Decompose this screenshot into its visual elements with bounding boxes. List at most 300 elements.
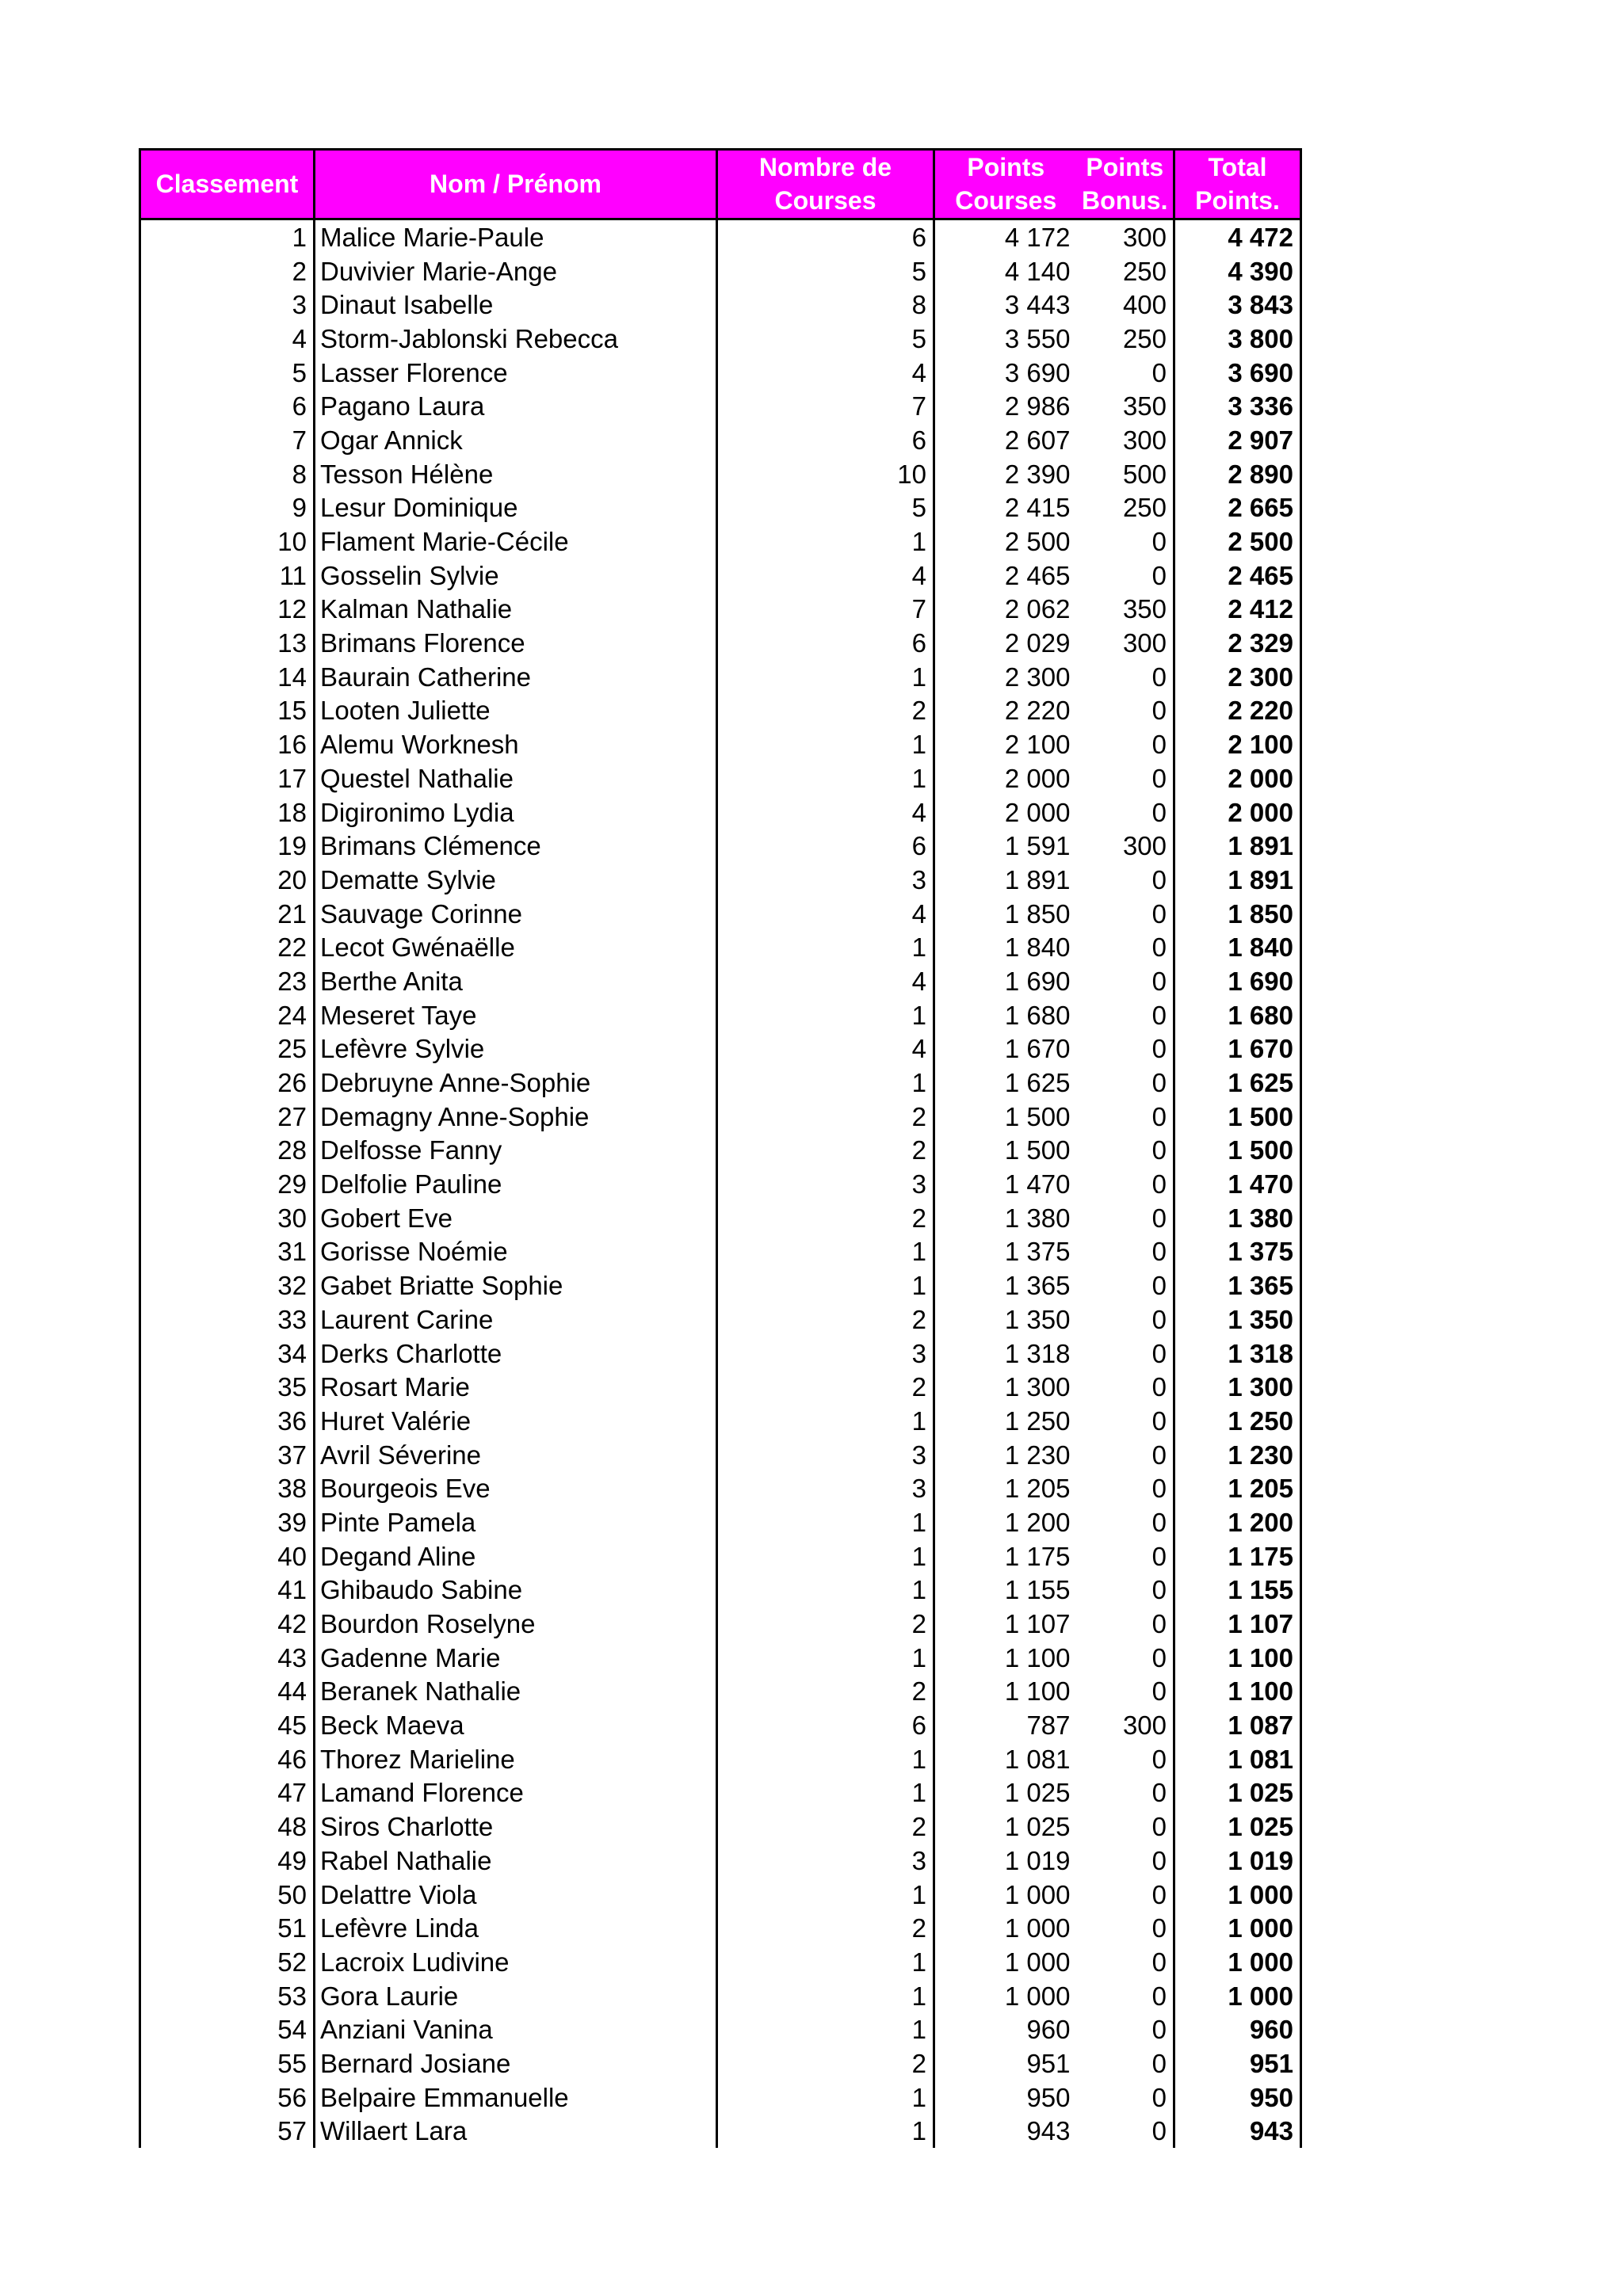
cell-points-bonus: 0 xyxy=(1077,1607,1174,1641)
cell-races: 2 xyxy=(717,1911,934,1945)
cell-name: Kalman Nathalie xyxy=(315,593,717,627)
cell-points-courses: 3 690 xyxy=(934,356,1077,390)
cell-name: Rabel Nathalie xyxy=(315,1844,717,1878)
cell-points-bonus: 0 xyxy=(1077,964,1174,998)
table-row xyxy=(140,930,1301,964)
cell-points-bonus: 0 xyxy=(1077,930,1174,964)
cell-name: Lefèvre Sylvie xyxy=(315,1032,717,1066)
cell-total: 2 000 xyxy=(1174,761,1301,795)
cell-points-bonus: 0 xyxy=(1077,1471,1174,1505)
table-row xyxy=(140,457,1301,491)
cell-points-bonus: 0 xyxy=(1077,1370,1174,1404)
cell-points-courses: 1 625 xyxy=(934,1066,1077,1100)
table-row xyxy=(140,1708,1301,1742)
cell-races: 3 xyxy=(717,1471,934,1505)
cell-total: 2 890 xyxy=(1174,457,1301,491)
table-row xyxy=(140,964,1301,998)
cell-points-courses: 1 591 xyxy=(934,829,1077,863)
table-row xyxy=(140,1844,1301,1878)
cell-races: 1 xyxy=(717,524,934,559)
cell-points-courses: 1 155 xyxy=(934,1573,1077,1608)
cell-rank: 37 xyxy=(140,1438,315,1472)
cell-total: 1 500 xyxy=(1174,1134,1301,1168)
cell-name: Dematte Sylvie xyxy=(315,863,717,897)
cell-points-courses: 1 690 xyxy=(934,964,1077,998)
cell-races: 2 xyxy=(717,1134,934,1168)
cell-name: Lecot Gwénaëlle xyxy=(315,930,717,964)
header-name: Nom / Prénom xyxy=(315,150,717,219)
cell-name: Lacroix Ludivine xyxy=(315,1945,717,1979)
cell-total: 1 230 xyxy=(1174,1438,1301,1472)
cell-points-bonus: 0 xyxy=(1077,2115,1174,2149)
table-row xyxy=(140,1573,1301,1608)
cell-rank: 13 xyxy=(140,626,315,660)
cell-races: 1 xyxy=(717,1878,934,1912)
cell-rank: 17 xyxy=(140,761,315,795)
cell-points-bonus: 0 xyxy=(1077,1641,1174,1675)
cell-races: 2 xyxy=(717,694,934,728)
cell-races: 1 xyxy=(717,1979,934,2013)
table-row xyxy=(140,559,1301,593)
cell-name: Flament Marie-Cécile xyxy=(315,524,717,559)
table-row xyxy=(140,389,1301,423)
cell-rank: 9 xyxy=(140,491,315,525)
cell-points-bonus: 0 xyxy=(1077,1302,1174,1337)
cell-points-courses: 1 081 xyxy=(934,1742,1077,1776)
cell-points-bonus: 0 xyxy=(1077,2046,1174,2081)
cell-name: Laurent Carine xyxy=(315,1302,717,1337)
cell-races: 10 xyxy=(717,457,934,491)
cell-races: 1 xyxy=(717,1945,934,1979)
cell-rank: 8 xyxy=(140,457,315,491)
table-row xyxy=(140,660,1301,694)
cell-points-bonus: 0 xyxy=(1077,2012,1174,2046)
cell-rank: 3 xyxy=(140,288,315,322)
cell-points-courses: 1 000 xyxy=(934,1878,1077,1912)
cell-total: 1 081 xyxy=(1174,1742,1301,1776)
cell-rank: 1 xyxy=(140,219,315,254)
table-row xyxy=(140,1201,1301,1235)
table-row xyxy=(140,1505,1301,1539)
cell-points-bonus: 0 xyxy=(1077,1573,1174,1608)
cell-points-courses: 1 365 xyxy=(934,1268,1077,1302)
cell-points-courses: 1 205 xyxy=(934,1471,1077,1505)
cell-points-bonus: 0 xyxy=(1077,1675,1174,1709)
cell-rank: 46 xyxy=(140,1742,315,1776)
cell-name: Meseret Taye xyxy=(315,998,717,1032)
cell-rank: 2 xyxy=(140,254,315,288)
table-row xyxy=(140,2012,1301,2046)
cell-points-bonus: 0 xyxy=(1077,1776,1174,1810)
table-row xyxy=(140,1337,1301,1371)
table-row xyxy=(140,1268,1301,1302)
cell-total: 1 690 xyxy=(1174,964,1301,998)
table-row xyxy=(140,1911,1301,1945)
cell-races: 3 xyxy=(717,863,934,897)
cell-points-courses: 1 000 xyxy=(934,1911,1077,1945)
cell-races: 1 xyxy=(717,2081,934,2115)
cell-total: 950 xyxy=(1174,2081,1301,2115)
cell-rank: 54 xyxy=(140,2012,315,2046)
cell-name: Avril Séverine xyxy=(315,1438,717,1472)
cell-points-courses: 2 607 xyxy=(934,423,1077,457)
cell-rank: 11 xyxy=(140,559,315,593)
cell-name: Duvivier Marie-Ange xyxy=(315,254,717,288)
cell-name: Alemu Worknesh xyxy=(315,727,717,761)
cell-name: Belpaire Emmanuelle xyxy=(315,2081,717,2115)
cell-name: Degand Aline xyxy=(315,1539,717,1573)
cell-points-bonus: 0 xyxy=(1077,1810,1174,1844)
table-row xyxy=(140,1066,1301,1100)
table-row xyxy=(140,863,1301,897)
cell-points-bonus: 350 xyxy=(1077,389,1174,423)
cell-total: 3 336 xyxy=(1174,389,1301,423)
cell-name: Gobert Eve xyxy=(315,1201,717,1235)
cell-rank: 36 xyxy=(140,1404,315,1438)
cell-rank: 42 xyxy=(140,1607,315,1641)
cell-points-bonus: 300 xyxy=(1077,219,1174,254)
table-row xyxy=(140,1167,1301,1201)
table-row xyxy=(140,1945,1301,1979)
cell-points-bonus: 0 xyxy=(1077,1878,1174,1912)
cell-points-courses: 1 250 xyxy=(934,1404,1077,1438)
cell-races: 1 xyxy=(717,1268,934,1302)
cell-races: 2 xyxy=(717,1810,934,1844)
cell-total: 1 000 xyxy=(1174,1911,1301,1945)
cell-rank: 25 xyxy=(140,1032,315,1066)
cell-points-bonus: 0 xyxy=(1077,727,1174,761)
cell-races: 1 xyxy=(717,1776,934,1810)
cell-name: Gadenne Marie xyxy=(315,1641,717,1675)
cell-points-bonus: 0 xyxy=(1077,660,1174,694)
cell-rank: 53 xyxy=(140,1979,315,2013)
cell-name: Malice Marie-Paule xyxy=(315,219,717,254)
cell-races: 4 xyxy=(717,897,934,931)
cell-rank: 21 xyxy=(140,897,315,931)
cell-rank: 29 xyxy=(140,1167,315,1201)
cell-name: Thorez Marieline xyxy=(315,1742,717,1776)
cell-name: Lesur Dominique xyxy=(315,491,717,525)
cell-name: Bourdon Roselyne xyxy=(315,1607,717,1641)
cell-total: 2 220 xyxy=(1174,694,1301,728)
cell-rank: 22 xyxy=(140,930,315,964)
table-row xyxy=(140,2115,1301,2149)
cell-points-bonus: 500 xyxy=(1077,457,1174,491)
cell-points-courses: 3 443 xyxy=(934,288,1077,322)
cell-rank: 7 xyxy=(140,423,315,457)
table-row xyxy=(140,1675,1301,1709)
cell-name: Bernard Josiane xyxy=(315,2046,717,2081)
cell-races: 1 xyxy=(717,1505,934,1539)
cell-points-bonus: 300 xyxy=(1077,626,1174,660)
cell-name: Digironimo Lydia xyxy=(315,795,717,830)
cell-races: 2 xyxy=(717,1370,934,1404)
cell-name: Lasser Florence xyxy=(315,356,717,390)
table-row xyxy=(140,897,1301,931)
cell-name: Ghibaudo Sabine xyxy=(315,1573,717,1608)
cell-points-courses: 1 380 xyxy=(934,1201,1077,1235)
table-row xyxy=(140,1979,1301,2013)
table-row xyxy=(140,1742,1301,1776)
cell-races: 1 xyxy=(717,761,934,795)
cell-rank: 49 xyxy=(140,1844,315,1878)
cell-rank: 48 xyxy=(140,1810,315,1844)
cell-total: 2 500 xyxy=(1174,524,1301,559)
cell-points-bonus: 0 xyxy=(1077,998,1174,1032)
cell-points-bonus: 0 xyxy=(1077,1100,1174,1134)
table-row xyxy=(140,795,1301,830)
cell-name: Beck Maeva xyxy=(315,1708,717,1742)
cell-points-courses: 4 172 xyxy=(934,219,1077,254)
cell-rank: 12 xyxy=(140,593,315,627)
cell-points-courses: 1 300 xyxy=(934,1370,1077,1404)
cell-races: 5 xyxy=(717,322,934,356)
table-row xyxy=(140,1776,1301,1810)
table-row xyxy=(140,491,1301,525)
cell-points-courses: 1 670 xyxy=(934,1032,1077,1066)
cell-rank: 5 xyxy=(140,356,315,390)
cell-points-courses: 943 xyxy=(934,2115,1077,2149)
cell-points-bonus: 400 xyxy=(1077,288,1174,322)
table-row xyxy=(140,1810,1301,1844)
table-row xyxy=(140,694,1301,728)
cell-points-courses: 1 175 xyxy=(934,1539,1077,1573)
cell-total: 2 000 xyxy=(1174,795,1301,830)
cell-races: 1 xyxy=(717,1742,934,1776)
cell-total: 1 380 xyxy=(1174,1201,1301,1235)
cell-points-courses: 950 xyxy=(934,2081,1077,2115)
cell-total: 1 000 xyxy=(1174,1878,1301,1912)
cell-points-bonus: 0 xyxy=(1077,1945,1174,1979)
cell-total: 3 843 xyxy=(1174,288,1301,322)
cell-total: 1 891 xyxy=(1174,829,1301,863)
cell-name: Sauvage Corinne xyxy=(315,897,717,931)
table-row xyxy=(140,423,1301,457)
cell-rank: 31 xyxy=(140,1235,315,1269)
cell-rank: 43 xyxy=(140,1641,315,1675)
table-row xyxy=(140,356,1301,390)
cell-name: Demagny Anne-Sophie xyxy=(315,1100,717,1134)
cell-races: 2 xyxy=(717,1675,934,1709)
cell-races: 3 xyxy=(717,1167,934,1201)
cell-points-bonus: 250 xyxy=(1077,491,1174,525)
cell-races: 1 xyxy=(717,660,934,694)
cell-rank: 33 xyxy=(140,1302,315,1337)
cell-rank: 51 xyxy=(140,1911,315,1945)
cell-points-courses: 1 100 xyxy=(934,1675,1077,1709)
cell-rank: 55 xyxy=(140,2046,315,2081)
cell-total: 3 800 xyxy=(1174,322,1301,356)
cell-points-courses: 2 500 xyxy=(934,524,1077,559)
cell-rank: 52 xyxy=(140,1945,315,1979)
cell-points-courses: 1 000 xyxy=(934,1979,1077,2013)
table-row xyxy=(140,1438,1301,1472)
cell-name: Rosart Marie xyxy=(315,1370,717,1404)
header-rank: Classement xyxy=(140,150,315,219)
cell-points-courses: 1 500 xyxy=(934,1134,1077,1168)
cell-rank: 57 xyxy=(140,2115,315,2149)
cell-total: 1 025 xyxy=(1174,1810,1301,1844)
cell-name: Willaert Lara xyxy=(315,2115,717,2149)
table-row xyxy=(140,1878,1301,1912)
cell-rank: 15 xyxy=(140,694,315,728)
cell-points-courses: 2 465 xyxy=(934,559,1077,593)
cell-races: 2 xyxy=(717,2046,934,2081)
cell-races: 6 xyxy=(717,423,934,457)
cell-total: 1 840 xyxy=(1174,930,1301,964)
table-row xyxy=(140,1032,1301,1066)
table-row xyxy=(140,254,1301,288)
cell-points-courses: 1 375 xyxy=(934,1235,1077,1269)
cell-rank: 45 xyxy=(140,1708,315,1742)
cell-name: Gosselin Sylvie xyxy=(315,559,717,593)
cell-points-bonus: 0 xyxy=(1077,1235,1174,1269)
cell-name: Brimans Florence xyxy=(315,626,717,660)
cell-races: 1 xyxy=(717,998,934,1032)
table-row xyxy=(140,1302,1301,1337)
cell-races: 1 xyxy=(717,1066,934,1100)
cell-points-courses: 1 840 xyxy=(934,930,1077,964)
cell-rank: 47 xyxy=(140,1776,315,1810)
cell-rank: 18 xyxy=(140,795,315,830)
cell-points-courses: 2 220 xyxy=(934,694,1077,728)
cell-races: 4 xyxy=(717,559,934,593)
cell-races: 6 xyxy=(717,626,934,660)
cell-points-courses: 1 025 xyxy=(934,1810,1077,1844)
cell-name: Berthe Anita xyxy=(315,964,717,998)
cell-points-bonus: 0 xyxy=(1077,1337,1174,1371)
cell-total: 1 470 xyxy=(1174,1167,1301,1201)
cell-total: 1 850 xyxy=(1174,897,1301,931)
cell-points-bonus: 0 xyxy=(1077,761,1174,795)
cell-rank: 23 xyxy=(140,964,315,998)
cell-name: Brimans Clémence xyxy=(315,829,717,863)
cell-races: 3 xyxy=(717,1844,934,1878)
cell-points-bonus: 250 xyxy=(1077,322,1174,356)
header-row xyxy=(140,150,1301,219)
cell-points-courses: 2 029 xyxy=(934,626,1077,660)
cell-total: 1 025 xyxy=(1174,1776,1301,1810)
cell-points-courses: 1 850 xyxy=(934,897,1077,931)
cell-points-courses: 2 000 xyxy=(934,795,1077,830)
cell-points-bonus: 0 xyxy=(1077,1201,1174,1235)
table-row xyxy=(140,1235,1301,1269)
cell-rank: 32 xyxy=(140,1268,315,1302)
cell-total: 951 xyxy=(1174,2046,1301,2081)
cell-points-bonus: 300 xyxy=(1077,829,1174,863)
cell-races: 7 xyxy=(717,389,934,423)
cell-points-courses: 2 100 xyxy=(934,727,1077,761)
cell-points-bonus: 0 xyxy=(1077,1167,1174,1201)
cell-name: Tesson Hélène xyxy=(315,457,717,491)
cell-total: 3 690 xyxy=(1174,356,1301,390)
cell-points-courses: 1 000 xyxy=(934,1945,1077,1979)
cell-rank: 26 xyxy=(140,1066,315,1100)
cell-points-courses: 3 550 xyxy=(934,322,1077,356)
cell-races: 1 xyxy=(717,2012,934,2046)
cell-rank: 35 xyxy=(140,1370,315,1404)
cell-total: 4 390 xyxy=(1174,254,1301,288)
table-row xyxy=(140,2081,1301,2115)
cell-races: 4 xyxy=(717,964,934,998)
table-row xyxy=(140,1370,1301,1404)
cell-total: 1 670 xyxy=(1174,1032,1301,1066)
cell-points-bonus: 0 xyxy=(1077,356,1174,390)
cell-races: 1 xyxy=(717,1539,934,1573)
cell-name: Delfosse Fanny xyxy=(315,1134,717,1168)
table-header xyxy=(140,150,1301,219)
cell-total: 1 500 xyxy=(1174,1100,1301,1134)
cell-total: 1 680 xyxy=(1174,998,1301,1032)
cell-name: Ogar Annick xyxy=(315,423,717,457)
cell-points-courses: 2 062 xyxy=(934,593,1077,627)
cell-name: Questel Nathalie xyxy=(315,761,717,795)
cell-points-courses: 2 986 xyxy=(934,389,1077,423)
table-row xyxy=(140,626,1301,660)
cell-races: 2 xyxy=(717,1607,934,1641)
cell-points-courses: 4 140 xyxy=(934,254,1077,288)
cell-total: 1 000 xyxy=(1174,1979,1301,2013)
cell-points-bonus: 0 xyxy=(1077,795,1174,830)
table-row xyxy=(140,288,1301,322)
cell-total: 1 375 xyxy=(1174,1235,1301,1269)
cell-points-bonus: 0 xyxy=(1077,1134,1174,1168)
cell-rank: 19 xyxy=(140,829,315,863)
cell-total: 2 412 xyxy=(1174,593,1301,627)
cell-points-bonus: 0 xyxy=(1077,1032,1174,1066)
header-points-courses: Points Courses xyxy=(934,150,1077,219)
cell-points-bonus: 0 xyxy=(1077,694,1174,728)
cell-points-bonus: 0 xyxy=(1077,863,1174,897)
cell-points-bonus: 0 xyxy=(1077,1438,1174,1472)
cell-races: 1 xyxy=(717,1641,934,1675)
cell-points-courses: 1 680 xyxy=(934,998,1077,1032)
cell-total: 1 300 xyxy=(1174,1370,1301,1404)
cell-rank: 56 xyxy=(140,2081,315,2115)
cell-rank: 20 xyxy=(140,863,315,897)
table-row xyxy=(140,219,1301,254)
cell-races: 3 xyxy=(717,1337,934,1371)
cell-name: Bourgeois Eve xyxy=(315,1471,717,1505)
cell-races: 1 xyxy=(717,930,934,964)
cell-total: 4 472 xyxy=(1174,219,1301,254)
cell-races: 2 xyxy=(717,1100,934,1134)
cell-points-bonus: 0 xyxy=(1077,1742,1174,1776)
cell-name: Pagano Laura xyxy=(315,389,717,423)
cell-races: 4 xyxy=(717,795,934,830)
cell-total: 1 000 xyxy=(1174,1945,1301,1979)
cell-name: Debruyne Anne-Sophie xyxy=(315,1066,717,1100)
header-total: Total Points. xyxy=(1174,150,1301,219)
cell-races: 1 xyxy=(717,727,934,761)
cell-total: 1 100 xyxy=(1174,1641,1301,1675)
cell-points-courses: 1 019 xyxy=(934,1844,1077,1878)
cell-points-bonus: 0 xyxy=(1077,2081,1174,2115)
cell-total: 2 329 xyxy=(1174,626,1301,660)
cell-name: Huret Valérie xyxy=(315,1404,717,1438)
cell-total: 1 107 xyxy=(1174,1607,1301,1641)
cell-points-bonus: 0 xyxy=(1077,1844,1174,1878)
cell-name: Derks Charlotte xyxy=(315,1337,717,1371)
table-row xyxy=(140,1471,1301,1505)
cell-races: 7 xyxy=(717,593,934,627)
cell-points-courses: 1 470 xyxy=(934,1167,1077,1201)
cell-points-bonus: 0 xyxy=(1077,1505,1174,1539)
cell-total: 1 175 xyxy=(1174,1539,1301,1573)
cell-points-courses: 2 000 xyxy=(934,761,1077,795)
cell-name: Baurain Catherine xyxy=(315,660,717,694)
cell-points-courses: 2 415 xyxy=(934,491,1077,525)
